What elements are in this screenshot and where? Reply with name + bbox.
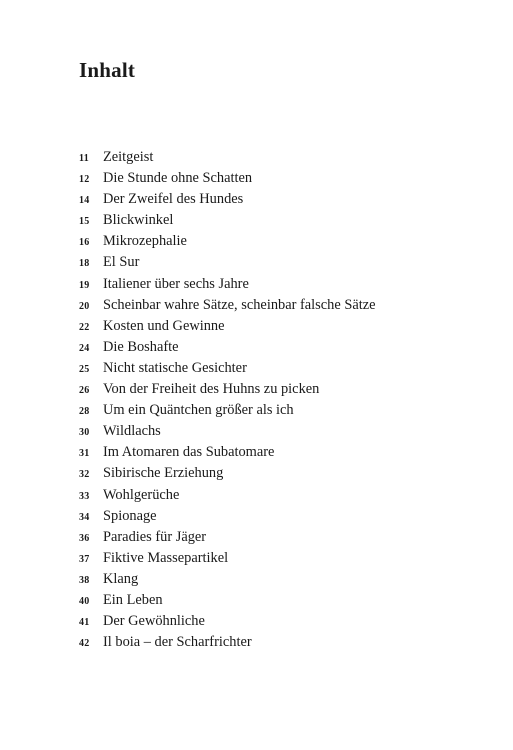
toc-entry-title: Wildlachs	[103, 423, 161, 440]
toc-page-number: 32	[79, 469, 90, 481]
toc-page-number: 38	[79, 574, 90, 586]
toc-entry-title: Zeitgeist	[103, 149, 154, 165]
toc-entry	[79, 548, 376, 569]
toc-page-number: 20	[79, 300, 90, 312]
toc-entry	[79, 358, 376, 379]
toc-page-number: 34	[79, 511, 90, 523]
toc-page-number: 42	[79, 638, 90, 650]
toc-entry	[79, 337, 376, 358]
toc-entry	[79, 569, 376, 590]
toc-entry	[79, 295, 376, 316]
toc-entry-title: El Sur	[103, 254, 140, 271]
toc-entry-title: Wohlgerüche	[103, 486, 180, 503]
toc-entry	[79, 442, 376, 463]
toc-entry-title: Fiktive Massepartikel	[103, 549, 229, 566]
toc-entry-title: Der Gewöhnliche	[103, 613, 205, 630]
toc-entry-title: Mikrozephalie	[103, 233, 187, 250]
toc-entry	[79, 463, 376, 484]
toc-entry-title: Sibirische Erziehung	[103, 465, 224, 482]
toc-entry	[79, 590, 376, 611]
toc-entry-title: Die Boshafte	[103, 338, 179, 355]
toc-entry-title: Paradies für Jäger	[103, 528, 207, 545]
toc-entry-title: Blickwinkel	[103, 212, 174, 229]
toc-page-number: 30	[79, 427, 90, 439]
toc-entry	[79, 210, 376, 231]
toc-page-number: 40	[79, 595, 90, 607]
toc-page-number: 26	[79, 385, 90, 397]
toc-page-number: 37	[79, 553, 90, 565]
toc-entry	[79, 231, 376, 252]
toc-entry	[79, 611, 376, 632]
toc-page-number: 33	[79, 490, 90, 502]
toc-entry	[79, 527, 376, 548]
toc-entry	[79, 189, 376, 210]
toc-page-number: 11	[79, 153, 90, 164]
toc-page-number: 25	[79, 363, 90, 375]
toc-entry-title: Um ein Quäntchen größer als ich	[103, 402, 294, 419]
toc-page-number: 18	[79, 258, 90, 270]
toc-page-number: 22	[79, 321, 90, 333]
toc-page-number: 12	[79, 174, 90, 186]
toc-page-number: 24	[79, 342, 90, 354]
toc-entry	[79, 506, 376, 527]
toc-entry	[79, 316, 376, 337]
toc-page-number: 14	[79, 195, 90, 207]
toc-entry-title: Il boia – der Scharfrichter	[103, 634, 252, 651]
toc-entry-title: Italiener über sechs Jahre	[103, 275, 249, 292]
toc-page-number: 15	[79, 216, 90, 228]
table-of-contents	[79, 147, 376, 653]
toc-entry-title: Die Stunde ohne Schatten	[103, 170, 253, 187]
toc-page-number: 16	[79, 237, 90, 249]
toc-entry	[79, 632, 376, 653]
toc-page-number: 36	[79, 532, 90, 544]
toc-entry-title: Scheinbar wahre Sätze, scheinbar falsche Sätze	[103, 296, 376, 313]
toc-entry	[79, 274, 376, 295]
toc-entry-title: Nicht statische Gesichter	[103, 359, 247, 376]
toc-entry	[79, 421, 376, 442]
toc-entry	[79, 379, 376, 400]
toc-entry-title: Im Atomaren das Subatomare	[103, 444, 275, 461]
toc-page-number: 28	[79, 406, 90, 418]
toc-entry	[79, 252, 376, 273]
toc-entry	[79, 147, 376, 168]
toc-page-number: 31	[79, 448, 90, 460]
toc-entry-title: Von der Freiheit des Huhns zu picken	[103, 381, 320, 398]
toc-page-number: 19	[79, 279, 90, 291]
toc-entry-title: Spionage	[103, 507, 157, 524]
toc-entry-title: Ein Leben	[103, 591, 163, 608]
page-heading: Inhalt	[79, 58, 136, 82]
toc-entry	[79, 168, 376, 189]
toc-page-number: 41	[79, 617, 90, 629]
toc-entry	[79, 485, 376, 506]
toc-entry-title: Kosten und Gewinne	[103, 317, 225, 334]
toc-entry	[79, 400, 376, 421]
toc-entry-title: Der Zweifel des Hundes	[103, 191, 244, 208]
toc-entry-title: Klang	[103, 570, 139, 587]
